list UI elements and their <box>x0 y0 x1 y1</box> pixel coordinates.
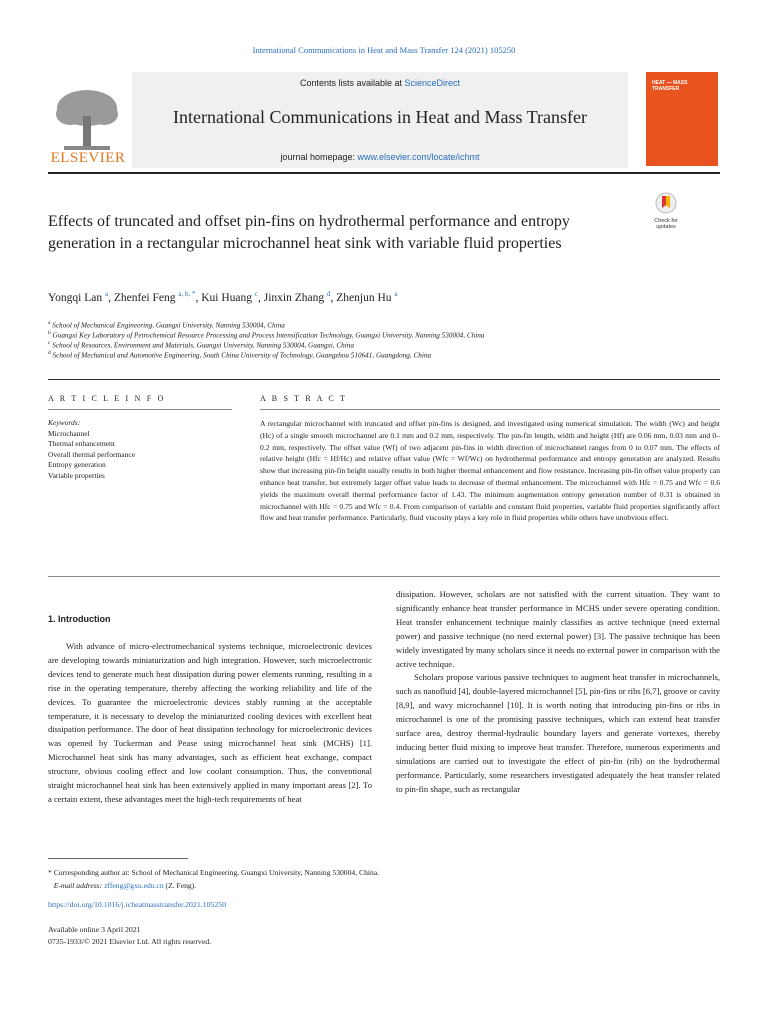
publisher-name: ELSEVIER <box>50 150 126 166</box>
email-label: E-mail address: <box>53 881 103 890</box>
article-info-heading: A R T I C L E I N F O <box>48 394 166 403</box>
abstract-text: A rectangular microchannel with truncated and offset pin-fins is designed, and investigated using numerical simulation. The width (Wc) and height (Hc) of a single smooth microchannel are 0.1 mm and 0.2 mm, respectively. The pin-fin length, width and height (Hf) are 0.06 mm, 0.03 mm and 0–0.2 mm, respectively. The offset value (Wf) of two adjacent pin-fins in width direction of microchannel ranges from 0 to 0.07 mm. The effects of relative height (Hfc = Hf/Hc) and relative offset value (Wfc = Wf/Wc) on hydrothermal performance and entropy generation are analyzed. Results show that increasing pin-fin height usually results in both higher thermal enhancement and flow resistance. Increasing pin-fin offset value properly can enhance heat transfer, but extremely larger offset value leads to decrease of thermal enhancement. The microchannel with Hfc = 0.75 and Wfc = 0.6 yields the maximum overall thermal performance factor of 1.43. The minimum augmentation entropy generation number of 0.31 is obtained in microchannel with Hfc = 0.75 and Wfc = 0.4. From comparison of variable and constant fluid properties, variable fluid properties significantly affect flow and heat transfer performance. Particularly, fluid viscosity plays a key role in fluid properties while others have unobvious effect. <box>260 419 720 523</box>
keyword: Microchannel <box>48 428 90 438</box>
paragraph: Scholars propose various passive techniques to augment heat transfer in microchannels, such as nanofluid [4], double-layered microchannel [5], pin-fins or ribs [6,7], groove or cavity [8,9], and wavy microchannel [10]. It is worth noting that introducing pin-fins or ribs in microchannel is one of the promising passive techniques, which can extend heat transfer surface area, destroy thermal-hydraulic boundary layers and generate vortexes, thereby inducing better fluid mixing to improve heat transfer. Therefore, numerous experiments and simulations are carried out to investigate the effect of pin-fin (rib) on the hydrothermal performance. Particularly, some researchers investigated adequately the heat transfer related to pin-fin shape, such as rectangular <box>396 672 720 794</box>
journal-cover-thumbnail[interactable] <box>646 72 718 166</box>
contents-line: Contents lists available at ScienceDirect <box>299 78 461 88</box>
affiliation: $^a$ School of Mechanical Engineering, Guangxi University, Nanning 530004, China <box>48 320 285 330</box>
paragraph: dissipation. However, scholars are not satisfied with the current situation. They want to significantly enhance heat transfer performance in MCHS under severe operating condition. Heat transfer enhancement technique mainly classifies as active technique (need external power) and passive technique (no need external power) [3]. The passive technique has been widely investigated by many scholars since it needs no external power in comparison with the active technique. <box>396 589 720 669</box>
bookmark-icon <box>655 192 677 216</box>
corresponding-author-footnote <box>48 866 718 892</box>
affiliation: $^b$ Guangxi Key Laboratory of Petrochemical Resource Processing and Process Intensification Technology, Guangxi University, Nanning 530004, China <box>48 330 485 340</box>
divider <box>260 409 720 410</box>
divider <box>48 576 720 577</box>
author[interactable]: Yongqi Lan $^a$ <box>48 290 109 304</box>
keywords-label: Keywords: <box>48 418 81 427</box>
sciencedirect-link[interactable]: ScienceDirect <box>404 78 461 88</box>
journal-title: International Communications in Heat and Mass Transfer <box>173 107 587 127</box>
author-list: Yongqi Lan $^a$, Zhenfei Feng $^{a, b, *}$, Kui Huang $^c$, Jinxin Zhang $^d$, Zhenjun Hu $^a$ <box>48 290 398 304</box>
badge-text-1: Check for <box>654 218 678 224</box>
keyword: Entropy generation <box>48 460 106 470</box>
keyword: Thermal enhancement <box>48 439 115 449</box>
cover-title: HEAT — MASS TRANSFER <box>652 80 688 92</box>
paragraph: With advance of micro-electromechanical systems technique, microelectronic devices are developing towards miniaturization and high integration. However, such microelectronic devices tend to generate much heat dissipation during power elements running, resulting in a rise in the operating temperature, thereby affecting the working reliability and life of the devices. To guarantee the microelectronic devices stably running at the acceptable temperature, it is necessary to develop the miniaturized cooling devices with excellent heat dissipation performance. The door of heat dissipation technology for microelectronic devices was opened by Tuckerman and Pease using microchannel heat sink (MCHS) [1]. Microchannel heat sink has many advantages, such as efficient heat exchange, compact structure, obvious cooling effect and low coolant consumption. Thus, the conventional straight microchannel heat sink has been extensively applied in many important areas [2]. To a certain extent, these advantages meet the high-tech requirements of heat <box>48 641 372 804</box>
footnote-rule <box>48 858 188 859</box>
badge-text-2: updates <box>656 224 676 230</box>
journal-reference[interactable]: International Communications in Heat and Mass Transfer 124 (2021) 105250 <box>252 45 516 55</box>
left-column <box>48 640 372 807</box>
abstract-heading: A B S T R A C T <box>260 394 348 403</box>
check-for-updates-badge[interactable] <box>648 192 684 234</box>
masthead-divider <box>48 172 720 174</box>
divider <box>48 379 720 380</box>
corresponding-note: * Corresponding author at: School of Mechanical Engineering, Guangxi University, Nanning 530004, China. <box>48 868 380 877</box>
publication-info <box>48 924 211 947</box>
journal-homepage: journal homepage: www.elsevier.com/locate/ichmt <box>280 152 480 162</box>
affiliation: $^d$ School of Mechanical and Automotive Engineering, South China University of Technology, Guangzhou 510641, Guangdong, China <box>48 350 432 360</box>
email-suffix: (Z. Feng). <box>165 881 197 890</box>
author[interactable]: Zhenfei Feng $^{a, b, *}$ <box>113 290 196 304</box>
keyword: Variable properties <box>48 470 105 480</box>
affiliation: $^c$ School of Resources, Environment and Materials, Guangxi University, Nanning 530004, Guangxi, China <box>48 340 354 350</box>
homepage-link[interactable]: www.elsevier.com/locate/ichmt <box>357 152 480 162</box>
author[interactable]: Kui Huang $^c$ <box>201 290 258 304</box>
author[interactable]: Jinxin Zhang $^d$ <box>263 290 331 304</box>
article-title: Effects of truncated and offset pin-fins on hydrothermal performance and entropy generation in a rectangular microchannel heat sink with variable fluid properties <box>48 213 570 252</box>
keyword: Overall thermal performance <box>48 449 136 459</box>
doi-link[interactable]: https://doi.org/10.1016/j.icheatmasstransfer.2021.105250 <box>48 900 227 909</box>
email-link[interactable]: zffeng@gxu.edu.cn <box>104 881 164 890</box>
section-heading-introduction: 1. Introduction <box>48 614 111 624</box>
divider <box>48 409 232 410</box>
available-online: Available online 3 April 2021 <box>48 925 141 934</box>
keywords-block <box>48 418 228 482</box>
author[interactable]: Zhenjun Hu $^a$ <box>336 290 398 304</box>
right-column <box>396 588 720 797</box>
copyright: 0735-1933/© 2021 Elsevier Ltd. All rights reserved. <box>48 936 212 946</box>
